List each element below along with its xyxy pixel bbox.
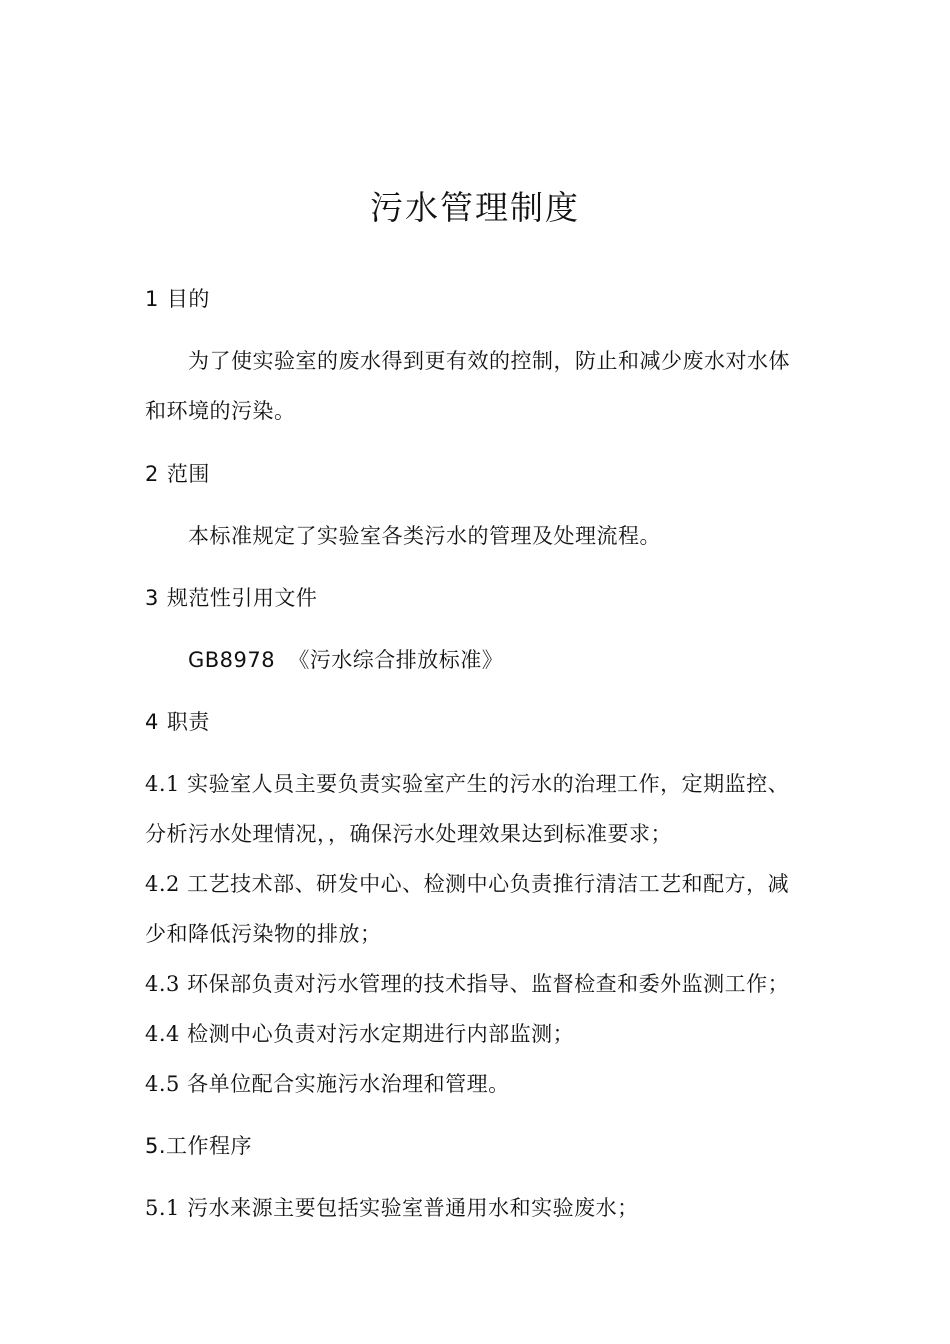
section-2-body: 本标准规定了实验室各类污水的管理及处理流程。 (188, 524, 661, 548)
responsibility-item-line: 4.4 检测中心负责对污水定期进行内部监测； (145, 1022, 575, 1046)
responsibility-item-line: 4.3 环保部负责对污水管理的技术指导、监督检查和委外监测工作； (145, 972, 790, 996)
section-4-heading (145, 707, 210, 737)
section-number: 3 (145, 586, 159, 610)
section-3-heading (145, 583, 317, 613)
section-1-body-line: 和环境的污染。 (145, 399, 296, 423)
responsibility-item-line: 4.5 各单位配合实施污水治理和管理。 (145, 1072, 510, 1096)
responsibility-item-line: 4.2 工艺技术部、研发中心、检测中心负责推行清洁工艺和配方，减 (145, 872, 790, 896)
document-title: 污水管理制度 (370, 188, 580, 227)
section-title: 规范性引用文件 (166, 586, 318, 610)
section-number: 5. (145, 1134, 167, 1158)
section-number: 2 (145, 462, 159, 486)
responsibility-item-line: 4.1 实验室人员主要负责实验室产生的污水的治理工作，定期监控、 (145, 772, 790, 796)
section-5-heading (145, 1131, 252, 1161)
section-title: 工作程序 (166, 1134, 253, 1158)
section-title: 目的 (166, 287, 210, 311)
reference-code: GB8978 (188, 648, 276, 672)
responsibility-item-line: 少和降低污染物的排放； (145, 922, 382, 946)
reference-line (188, 645, 503, 675)
section-1-heading (145, 284, 210, 314)
section-number: 4 (145, 710, 159, 734)
section-number: 1 (145, 287, 159, 311)
procedure-item-line: 5.1 污水来源主要包括实验室普通用水和实验废水； (145, 1196, 639, 1220)
responsibility-item-line: 分析污水处理情况，，确保污水处理效果达到标准要求； (145, 822, 672, 846)
section-title: 职责 (166, 710, 210, 734)
section-2-heading (145, 459, 210, 489)
reference-title: 《污水综合排放标准》 (288, 648, 504, 672)
section-title: 范围 (166, 462, 210, 486)
section-1-body-line: 为了使实验室的废水得到更有效的控制，防止和减少废水对水体 (188, 349, 790, 373)
